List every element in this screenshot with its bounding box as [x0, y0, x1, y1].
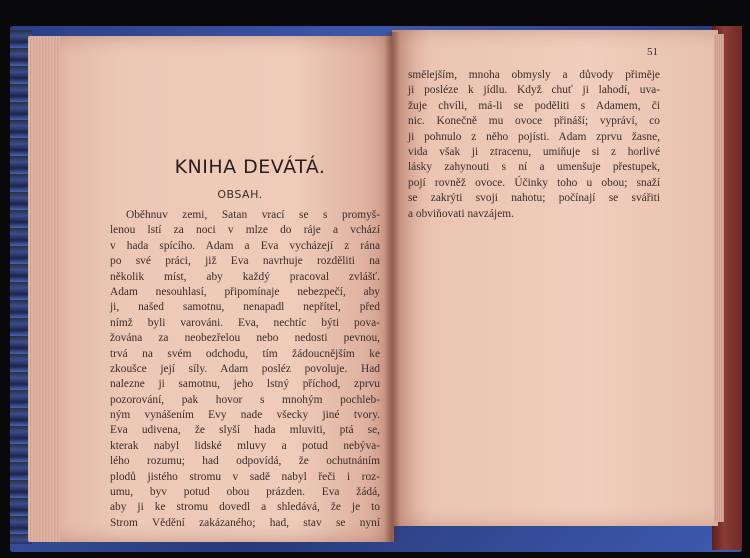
section-heading: OBSAH. — [217, 188, 263, 201]
text-line: Strom Vědění zakázaného; had, stav se nyní — [110, 516, 380, 529]
text-line: pojí rovněž ovoce. Účinky toho u obou; snaží — [408, 176, 660, 189]
text-line: nalezne ji samotnu, jeho lstný příchod, zprvu — [110, 378, 380, 391]
text-line: ji posléze k jídlu. Když chuť ji lahodí, uva- — [408, 84, 660, 97]
text-line: nímž byli varováni. Eva, nechtíc býti pova- — [110, 316, 380, 329]
text-line: se zakrýti svoji nahotu; počínají se svářiti — [408, 192, 660, 205]
text-line: vida však ji ztracenu, umiňuje si z horlivé — [408, 145, 660, 158]
text-line: ji pohnulo z něho pojísti. Adam zprvu žasne, — [408, 130, 660, 143]
left-page-text — [110, 208, 380, 531]
text-line: umu, byv potud obou prázden. Eva žádá, — [110, 486, 380, 499]
text-line: smělejším, mnoha obmysly a důvody přiměje — [408, 69, 660, 81]
text-line: zkoušce její síly. Adam posléz povoluje. Had — [110, 362, 380, 375]
text-line: Adam nesouhlasí, připomínaje nebezpečí, aby — [110, 285, 380, 298]
right-page-text — [408, 68, 660, 222]
text-line: nic. Konečně mu ovoce přináší; vypráví, co — [408, 115, 660, 128]
text-line: aby ji ke stromu dovedl a shledává, že je to — [110, 501, 380, 514]
text-line: lenou lstí za noci v mlze do ráje a vchází — [110, 224, 380, 237]
book-gutter — [384, 32, 400, 542]
page-stack-right — [714, 34, 724, 522]
text-line: kterak nabyl lidské mluvy a potud nebýva- — [110, 439, 380, 452]
text-line: v hada spícího. Adam a Eva vycházejí z rána — [110, 239, 380, 252]
page-number: 51 — [647, 46, 658, 58]
text-line: Oběhnuv zemi, Satan vrací se s promyš- — [126, 209, 380, 221]
text-line: několik míst, aby každý pracoval zvlášť. — [110, 270, 380, 283]
text-line: ji, našed samotnu, nenapadl nepřítel, před — [110, 301, 380, 314]
text-line: po své práci, již Eva navrhuje rozděliti na — [110, 255, 380, 268]
text-line: ným vynášením Evy nade všecky jiné tvory. — [110, 409, 380, 422]
text-line: lásky zahynouti s ní a umenšuje přestupek, — [408, 161, 660, 174]
text-line: lého rozumu; had odpovídá, že ochutnáním — [110, 455, 380, 468]
text-line: žuje chvíli, má-li se poděliti s Adamem, či — [408, 99, 660, 112]
chapter-title: KNIHA DEVÁTÁ. — [174, 156, 326, 178]
text-line: trvá na svém odchodu, tím žádoucnějším ke — [110, 347, 380, 360]
text-line: žována za neobezřelou nebo nedosti pevnou, — [110, 332, 380, 345]
text-line: pozorování, pak hovor s mnohým pochleb- — [110, 393, 380, 406]
text-line: plodů jistého stromu v sadě nabyl řeči i roz- — [110, 470, 380, 483]
text-line: a obviňovati navzájem. — [408, 207, 514, 220]
text-line: Eva udivena, že slyší hada mluviti, ptá se, — [110, 424, 380, 437]
